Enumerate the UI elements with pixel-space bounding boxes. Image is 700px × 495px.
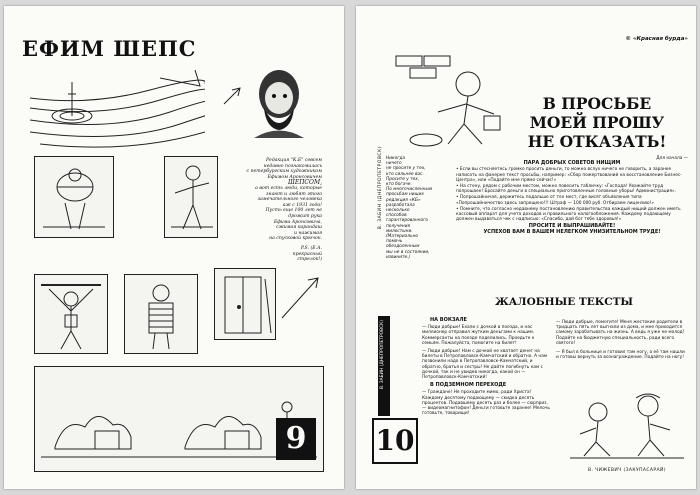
- intro-line: Ефима Аронсовича,: [273, 219, 322, 225]
- side-line: просьбам нищих: [386, 192, 424, 198]
- vertical-credit-bottom: В. ЗАБИН (ДНЕПРОПЕТРОВСК): [380, 320, 385, 390]
- cartoon-strongman: [34, 274, 108, 354]
- side-line: обездоленным: [386, 244, 420, 250]
- side-line: ничего: [386, 161, 402, 167]
- cartoon-two-beggars: [566, 390, 688, 462]
- ps-line: прекрасный: [292, 251, 322, 257]
- tip-paragraph: • Если вы стесняетесь громко просить деньги, то можно вслух ничего не говорить, а заранее написать на фанерке текст просьбы, например: «Сбор пожертвований на восстановление Бизнес-Центра», или «Подайте мне прямо сейчас!»: [456, 167, 682, 183]
- intro-text: [222, 158, 322, 242]
- intro-line: и нажимая: [294, 230, 322, 236]
- left-page: [4, 6, 344, 489]
- side-line: помочь: [386, 239, 403, 245]
- intro-line: Пусть еще 100 лет не: [265, 208, 322, 214]
- side-line: (Материально: [386, 234, 419, 240]
- complaint-text: — Граждане! Не проходите мимо, ради Христа! Каждому десятому подающему — скидка десять процентов. Подавшему десять раз и более — сюрприз, — видеомагнитофон! Деньги готовьте заранее! Мелочь готовьте, товарищи!: [422, 390, 550, 417]
- complaints-right-column: [556, 320, 688, 360]
- tip-paragraph: • На стену, рядом с рабочим местом, можно повесить табличку: «Господа! Уважайте труд попрошаек! Бросайте деньги в специально приготовленные головные уборы! Администрация».: [456, 184, 677, 195]
- artist-portrait: [244, 68, 314, 138]
- tips-outro: УСПЕХОВ ВАМ В ВАШЕМ НЕЛЕГКОМ УНИЗИТЕЛЬНОМ ТРУДЕ!: [483, 228, 661, 235]
- intro-line: замечательного человека: [257, 197, 322, 203]
- ps-line: P.S. (Е.А.: [300, 246, 322, 251]
- tips-block: [456, 156, 688, 235]
- intro-line: с петербургским художником: [246, 169, 322, 175]
- intro-line: аж с 1931 года!: [282, 202, 322, 208]
- intro-line: знают и любят этого: [266, 191, 322, 197]
- complaints-left-column: [422, 316, 550, 416]
- tips-heading: ПАРА ДОБРЫХ СОВЕТОВ НИЩИМ: [523, 160, 621, 167]
- page-number-left: 9: [276, 418, 316, 460]
- complaint-text: — Я был в больнице и готовил там ногу, а её там нашли и готовы вернуть за вознаграждение. Подайте на ногу!: [556, 350, 685, 361]
- cartoon-door: [214, 268, 276, 340]
- cartoon-sailor: [124, 274, 198, 354]
- copyright-credit: © «Красная бурда»: [625, 36, 688, 42]
- complaint-text: — Люди добрые! Нам с дочкой не хватает денег на билеты в Петропавловск-Камчатский и обратно. А нам позвонили надо в Петропавловск-Камчатский, и обратно, братья и сестры! Не дайте погибнуть нам с дочкой, так и не увидев никогда, какой он — Петропавловск-Камчатский!: [422, 349, 548, 381]
- side-line: милостыни.: [386, 228, 413, 234]
- page-number-right: 10: [372, 418, 418, 464]
- headline-line: В ПРОСЬБЕ: [542, 94, 652, 113]
- artist-title: ЕФИМ ШЕПС: [22, 36, 197, 61]
- complaint-text: — Люди добрые! Ехали с дочкой в поезда, и нас миллионер отправил жутким деньгами к нашим. Коммерсанты на поезде поделились. Проедьте к семьям. Пожалуйста, помогите на билет!: [422, 325, 535, 346]
- side-line: не просите у тех,: [386, 166, 426, 172]
- side-line: По многочисленным: [386, 187, 433, 193]
- side-line: кто богаче.: [386, 182, 412, 188]
- subheading-station: НА ВОКЗАЛЕ: [430, 317, 467, 323]
- tips-intro: Для начала —: [656, 156, 688, 161]
- side-line: извините.): [386, 254, 411, 260]
- intro-line: сжимая карандаш: [276, 225, 322, 231]
- complaint-text: — Люди добрые, помогите! Меня жестокие родители в тридцать пять лет выгнали из дома, и мне приходится самому зарабатывать на жизнь. А ведь я уже не молод! Подайте на бюджетную специальность, ради всего святого!: [556, 320, 685, 346]
- right-page: [356, 6, 696, 489]
- tip-paragraph: • Попрошайничая, держитесь подальше от тех мест, где висят объявления типа «Попрошайничество здесь запрещено!!! Штраф — 100 000 руб. Отбираем лицензию!»: [456, 195, 654, 206]
- headline-line: НЕ ОТКАЗАТЬ!: [527, 132, 667, 151]
- headline-line: МОЕЙ ПРОШУ: [529, 113, 665, 132]
- side-line: несколько: [386, 208, 410, 214]
- cartoon-circus-man: [34, 156, 114, 238]
- intro-line: дрожит рука: [288, 213, 322, 219]
- ps-note: [272, 246, 322, 263]
- arrow-sketch-2: [278, 272, 322, 322]
- side-line: Никогда: [386, 156, 406, 161]
- side-line: редакция «КБ»: [386, 197, 421, 203]
- side-line: гарантированного: [386, 218, 429, 224]
- side-line: разработала: [386, 202, 415, 208]
- cartoon-archer: [164, 156, 218, 238]
- headline: [506, 94, 688, 151]
- artist-credit-vertical: В. ЗАБИН (ДНЕПРОПЕТРОВСК): [378, 146, 383, 230]
- side-line: способов: [386, 213, 407, 219]
- side-line: Просите у тех,: [386, 176, 420, 182]
- tip-paragraph: • Помните, что согласно недавнему постановлению правительства каждый нищий должен иметь кассовый аппарат для учета доходов и правильного налогообложения. Каждому подающему должен выдаваться чек с надписью: «Спасибо, дай бог тебе здоровья!»: [456, 206, 681, 223]
- bottom-artist-credit: В. ЧИЖЕВИЧ (ЗАКУПАСАРАЙ): [588, 468, 666, 473]
- subheading-underpass: В ПОДЗЕМНОМ ПЕРЕХОДЕ: [430, 382, 507, 389]
- intro-line: Ефимом Аронсовичем: [267, 174, 322, 180]
- ps-line: стрелок!): [297, 257, 322, 263]
- cartoon-beggar: [394, 54, 506, 150]
- side-line: получения: [386, 223, 411, 229]
- tips-outro: ПРОСИТЕ И ВЫПРАШИВАЙТЕ!: [528, 223, 616, 230]
- intro-line: а вот есть люди, которые: [255, 185, 322, 191]
- arrow-sketch: [222, 86, 242, 106]
- intro-line: на спусковой крючок.: [269, 236, 322, 242]
- intro-line: ШЕПСОМ,: [287, 179, 322, 187]
- vertical-bar: [378, 316, 390, 416]
- section-title: ЖАЛОБНЫЕ ТЕКСТЫ: [494, 296, 634, 308]
- side-line: кто сильнее вас.: [386, 171, 424, 177]
- intro-line: Редакция "К.Б" совсем: [265, 158, 322, 163]
- side-column: [386, 156, 450, 260]
- side-line: мы не в состоянии,: [386, 249, 430, 255]
- cartoon-field-well: [30, 68, 205, 152]
- intro-line: недавно познакомилась: [263, 163, 322, 169]
